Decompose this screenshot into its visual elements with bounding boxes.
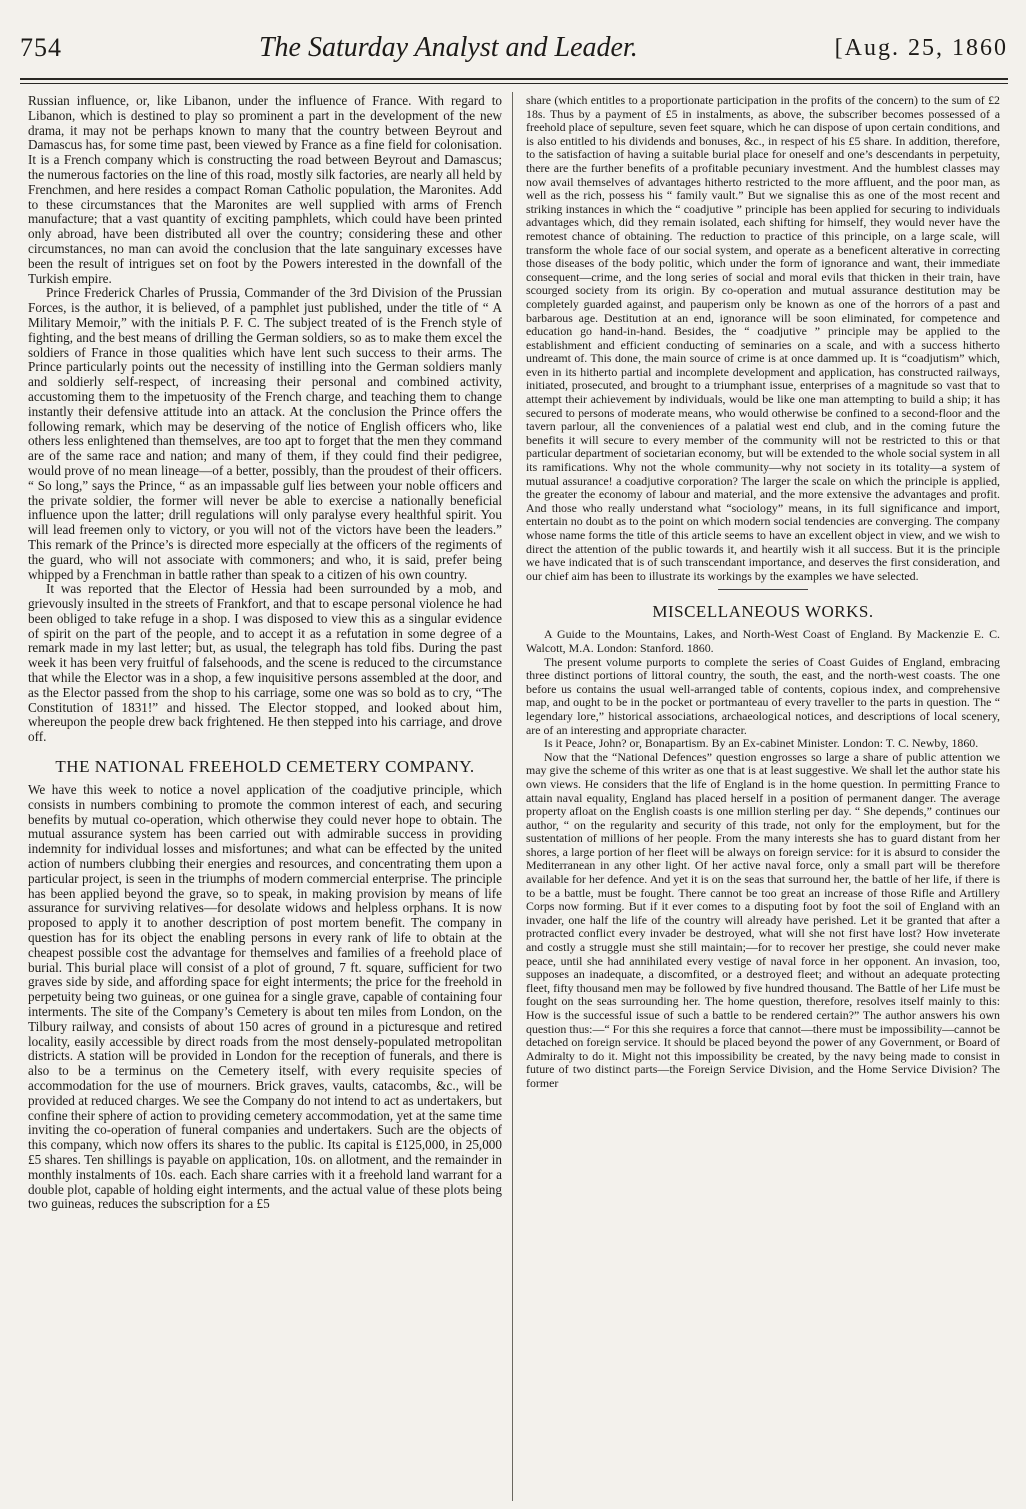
page-number: 754: [20, 33, 62, 62]
page-header: [20, 20, 1008, 76]
header-rule-thin: [20, 83, 1008, 84]
miscellaneous-heading: MISCELLANEOUS WORKS.: [652, 602, 874, 622]
section-rule: [718, 589, 808, 590]
paragraph-cemetery-continued: share (which entitles to a proportionate participation in the profits of the concern) to the sum of £2 18s. Thus by a payment of £5 in instalments, as above, the subscriber becomes possessed of a freehold place of sepulture, seven feet square, which he can dispose of upon certain conditions, and is also entitled to his dividends and bonuses, &c., in respect of his £5 share. In addition, therefore, to the satisfaction of having a suitable burial place for oneself and one’s descendants in perpetuity, there are the further benefits of a profitable pecuniary investment. And the humblest classes may now avail themselves of advantages hitherto restricted to the more affluent, and the poor man, as well as the rich, possess his “ family vault.” But we signalise this as one of the most recent and striking instances in which the “ coadjutive ” principle has been applied for securing to individuals advantages which, did they remain isolated, each shifting for himself, they would never have the remotest chance of obtaining. The reduction to practice of this principle, on a large scale, will transform the whole face of our social system, and operate as a beneficent alterative in correcting those diseases of the body politic, which under the form of ignorance and want, their immediate consequent—crime, and the long series of social and moral evils that thicken in their train, have scourged society from its origin. By co-operation and mutual assurance destitution may be completely guarded against, and pauperism only be known as one of the horrors of a past and barbarous age. Destitution at an end, ignorance will be soon eliminated, for competence and education go hand-in-hand. Besides, the “ coadjutive ” principle may be applied to the establishment and efficient conducting of seminaries on a scale, and with a success hitherto undreamt of. This done, the main source of crime is at once dammed up. It is “coadjutism” which, even in its hitherto partial and incomplete development and application, has constructed railways, initiated, prosecuted, and brought to a triumphant issue, enterprises of a magnitude so vast that to attempt their achievement by individuals, would be like one man attempting to build a ship; it has secured to persons of moderate means, who would otherwise be confined to a second-floor and the tavern parlour, all the conveniences of a palatial west end club, and in the coming future the benefits it will secure to every member of the community will not be restricted to this or that particular department of societarian economy, but will be extended to the whole social system in all its ramifications. Why not the whole community—why not society in its totality—a system of mutual assurance! a coadjutive corporation? The larger the scale on which the principle is applied, the greater the economy of labour and material, and the more extensive the advantages and profit. And those who really understand what “sociology” means, in its full significance and import, entertain no doubt as to the point on which modern social tendencies are converging. The company whose name forms the title of this article seems to have an excellent object in view, and we wish to direct the attention of the public towards it, and heartily wish it all success. But it is the principle we have indicated that is of such transcendant importance, and deserves the first consideration, and our chief aim has been to illustrate its workings by the examples we have selected.: [526, 94, 1000, 583]
running-title: The Saturday Analyst and Leader.: [258, 32, 638, 63]
paragraph-prince-frederick: Prince Frederick Charles of Prussia, Commander of the 3rd Division of the Prussian Forces, is the author, it is believed, of a pamphlet just published, under the title of “ A Military Memoir,” with the initials P. F. C. The subject treated of is the French style of fighting, and the best means of drilling the German soldiers, so as to make them excel the soldiers of France in those qualities which have lent such success to their arms. The Prince particularly points out the necessity of instilling into the German soldiers manly and soldierly self-respect, of increasing their personal and combined activity, accustoming them to the impetuosity of the French charge, and teaching them to change instantly their defensive attitude into an attack. At the conclusion the Prince offers the following remark, which may be deserving of the notice of English officers who, like others less enlightened than themselves, are too apt to forget that the men they command are of the same race and nation; and many of them, if they could find their pedigree, would prove of no mean lineage—of a better, possibly, than the proudest of their officers. “ So long,” says the Prince, “ as an impassable gulf lies between your noble officers and the private soldier, the former will never be able to exercise a nationally beneficial influence upon the latter; drill regulations will only paralyse every healthful spirit. You will lead freemen only to victory, or you will not of the victors have been the leaders.” This remark of the Prince’s is directed more especially at the officers of the regiments of the guard, who will not associate with commoners; and who, it is said, prefer being whipped by a Frenchman in battle rather than speak to a citizen of his own country.: [28, 285, 502, 582]
paragraph-libanon: Russian influence, or, like Libanon, under the influence of France. With regard to Libanon, which is destined to play so prominent a part in the development of the new drama, it may not be perhaps known to many that the country between Beyrout and Damascus has, for some time past, been viewed by France as a fine field for colonisation. It is a French company which is constructing the road between Beyrout and Damascus; the numerous factories on the line of this road, mostly silk factories, are nearly all held by Frenchmen, and here resides a compact Roman Catholic population, the Maronites. Add to these circumstances that the Maronites are well supplied with arms of French manufacture; that a vast quantity of exciting pamphlets, which could have been printed only abroad, have been distributed all over the country; considering these and other circumstances, no man can avoid the conclusion that the late sanguinary excesses have been the result of intrigues set on foot by the Powers interested in the downfall of the Turkish empire.: [28, 94, 502, 286]
review-body-peace: Now that the “National Defences” question engrosses so large a share of public attention we may give the scheme of this writer as one that is at least suggestive. We shall let the author state his own views. He considers that the life of England is in the home question. In permitting France to attain naval equality, England has placed herself in a position of permanent danger. The average property afloat on the English coasts is one million sterling per day. “ She depends,” continues our author, “ on the regularity and security of this trade, not only for the employment, but for the sustentation of millions of her people. From the many interests she has to guard distant from her shores, a large portion of her fleet will be always on foreign service: for it is absurd to consider the Mediterranean in any other light. Of her active naval force, only a small part will be therefore available for her defence. And yet it is on the seas that surround her, the battle of her life, if there is to be a battle, must be fought. There cannot be too great an increase of those Rifle and Artillery Corps now forming. But if it ever comes to a disputing foot by foot the soil of England with an invader, one half the life of the country will already have perished. Let it be granted that after a protracted conflict every invader be destroyed, what will she not first have lost? How inveterate and costly a struggle must she still maintain;—for to recover her prestige, she could never make peace, until she had annihilated every vestige of naval force in her opponent. An invasion, too, supposes an inadequate, a discomfited, or a destroyed fleet; and without an adequate protecting fleet, fifty thousand men may be followed by five hundred thousand. The Battle of her Life must be fought on the seas surrounding her. The home question, therefore, resolves itself mainly to this: How is the successful issue of such a battle to be rendered certain?” The author answers his own question thus:—“ For this she requires a force that cannot—there must be impossibility—cannot be detached on foreign service. It should be placed beyond the power of any Government, or Board of Admiralty to do it. Might not this impossibility be created, by the navy being made to consist in future of two distinct parts—the Foreign Service Division, and the Home Service Division? The former: [526, 749, 1000, 1090]
paragraph-cemetery: We have this week to notice a novel application of the coadjutive principle, which consists in numbers combining to promote the common interest of each, and securing benefits by mutual co-operation, which otherwise they could never hope to obtain. The mutual assurance system has been carried out with admirable success in providing indemnity for individual losses and misfortunes; and what can be effected by the united action of numbers clubbing their energies and resources, and concentrating them upon a particular project, is seen in the triumphs of modern commercial enterprise. The principle has been applied beyond the grave, so to speak, in making provision by means of life assurance for surviving relatives—for desolate widows and helpless orphans. It is now proposed to apply it to another description of post mortem benefit. The company in question has for its object the enabling persons in every rank of life to obtain at the cheapest possible cost the advantage for themselves and families of a freehold place of burial. This burial place will consist of a plot of ground, 7 ft. square, sufficient for two graves side by side, and affording space for eight interments; the price for the freehold in perpetuity being two guineas, or one guinea for a single grave, capable of containing four interments. The site of the Company’s Cemetery is about ten miles from London, on the Tilbury railway, and consists of about 150 acres of ground in a picturesque and retired locality, easily accessible by direct roads from the most densely-populated metropolitan districts. A station will be provided in London for the reception of funerals, and there is also to be a terminus on the Cemetery itself, with every requisite species of accommodation for the use of mourners. Brick graves, vaults, catacombs, &c., will be provided at reduced charges. We see the Company do not intend to act as undertakers, but confine their sphere of action to providing cemetery accommodation, yet at the same time inviting the co-operation of funeral companies and undertakers. Such are the objects of this company, which now offers its shares to the public. Its capital is £125,000, in 25,000 £5 shares. Ten shillings is payable on application, 10s. on allotment, and the remainder in monthly instalments of 10s. each. Each share carries with it a freehold land warrant for a double plot, capable of holding eight interments, and the actual value of these plots being two guineas, reduces the subscription for a £5: [28, 782, 502, 1212]
review-meta-guide: A Guide to the Mountains, Lakes, and North-West Coast of England. By Mackenzie E. C. Walcott, M.A. London: Stanford. 1860.: [526, 627, 1000, 655]
columns: [28, 94, 1000, 1501]
header-rule-thick: [20, 78, 1008, 80]
issue-date: [Aug. 25, 1860: [834, 34, 1008, 61]
cemetery-heading: THE NATIONAL FREEHOLD CEMETERY COMPANY.: [55, 757, 475, 777]
left-column: [28, 94, 502, 1501]
review-meta-peace: Is it Peace, John? or, Bonapartism. By an Ex-cabinet Minister. London: T. C. Newby, 1860.: [544, 736, 979, 751]
review-body-guide: The present volume purports to complete the series of Coast Guides of England, embracing three distinct portions of littoral country, the south, the east, and the north-west coasts. The one before us contains the usual well-arranged table of contents, copious index, and comprehensive map, and ought to be in the pocket or portmanteau of every traveller to the parts in question. The “ legendary lore,” historical associations, archaeological notices, and descriptions of local scenery, are of an interesting and appropriate character.: [526, 654, 1000, 737]
paragraph-elector-hessia: It was reported that the Elector of Hessia had been surrounded by a mob, and grievously insulted in the streets of Frankfort, and that to escape personal violence he had been obliged to take refuge in a shop. I was disposed to view this as a singular evidence of spirit on the part of the people, and to accept it as a refutation in some degree of a remark made in my last letter; but, as usual, the telegraph has told fibs. During the past week it has been very fruitful of falsehoods, and the scene is reduced to the circumstance that while the Elector was in a shop, a few inquisitive persons assembled at the door, and as the Elector passed from the shop to his carriage, some one was so bold as to cry, “The Constitution of 1831!” and hissed. The Elector stopped, and looked about him, whereupon the people drew back frightened. He then stepped into his carriage, and drove off.: [28, 581, 502, 745]
right-column: [526, 94, 1000, 1501]
